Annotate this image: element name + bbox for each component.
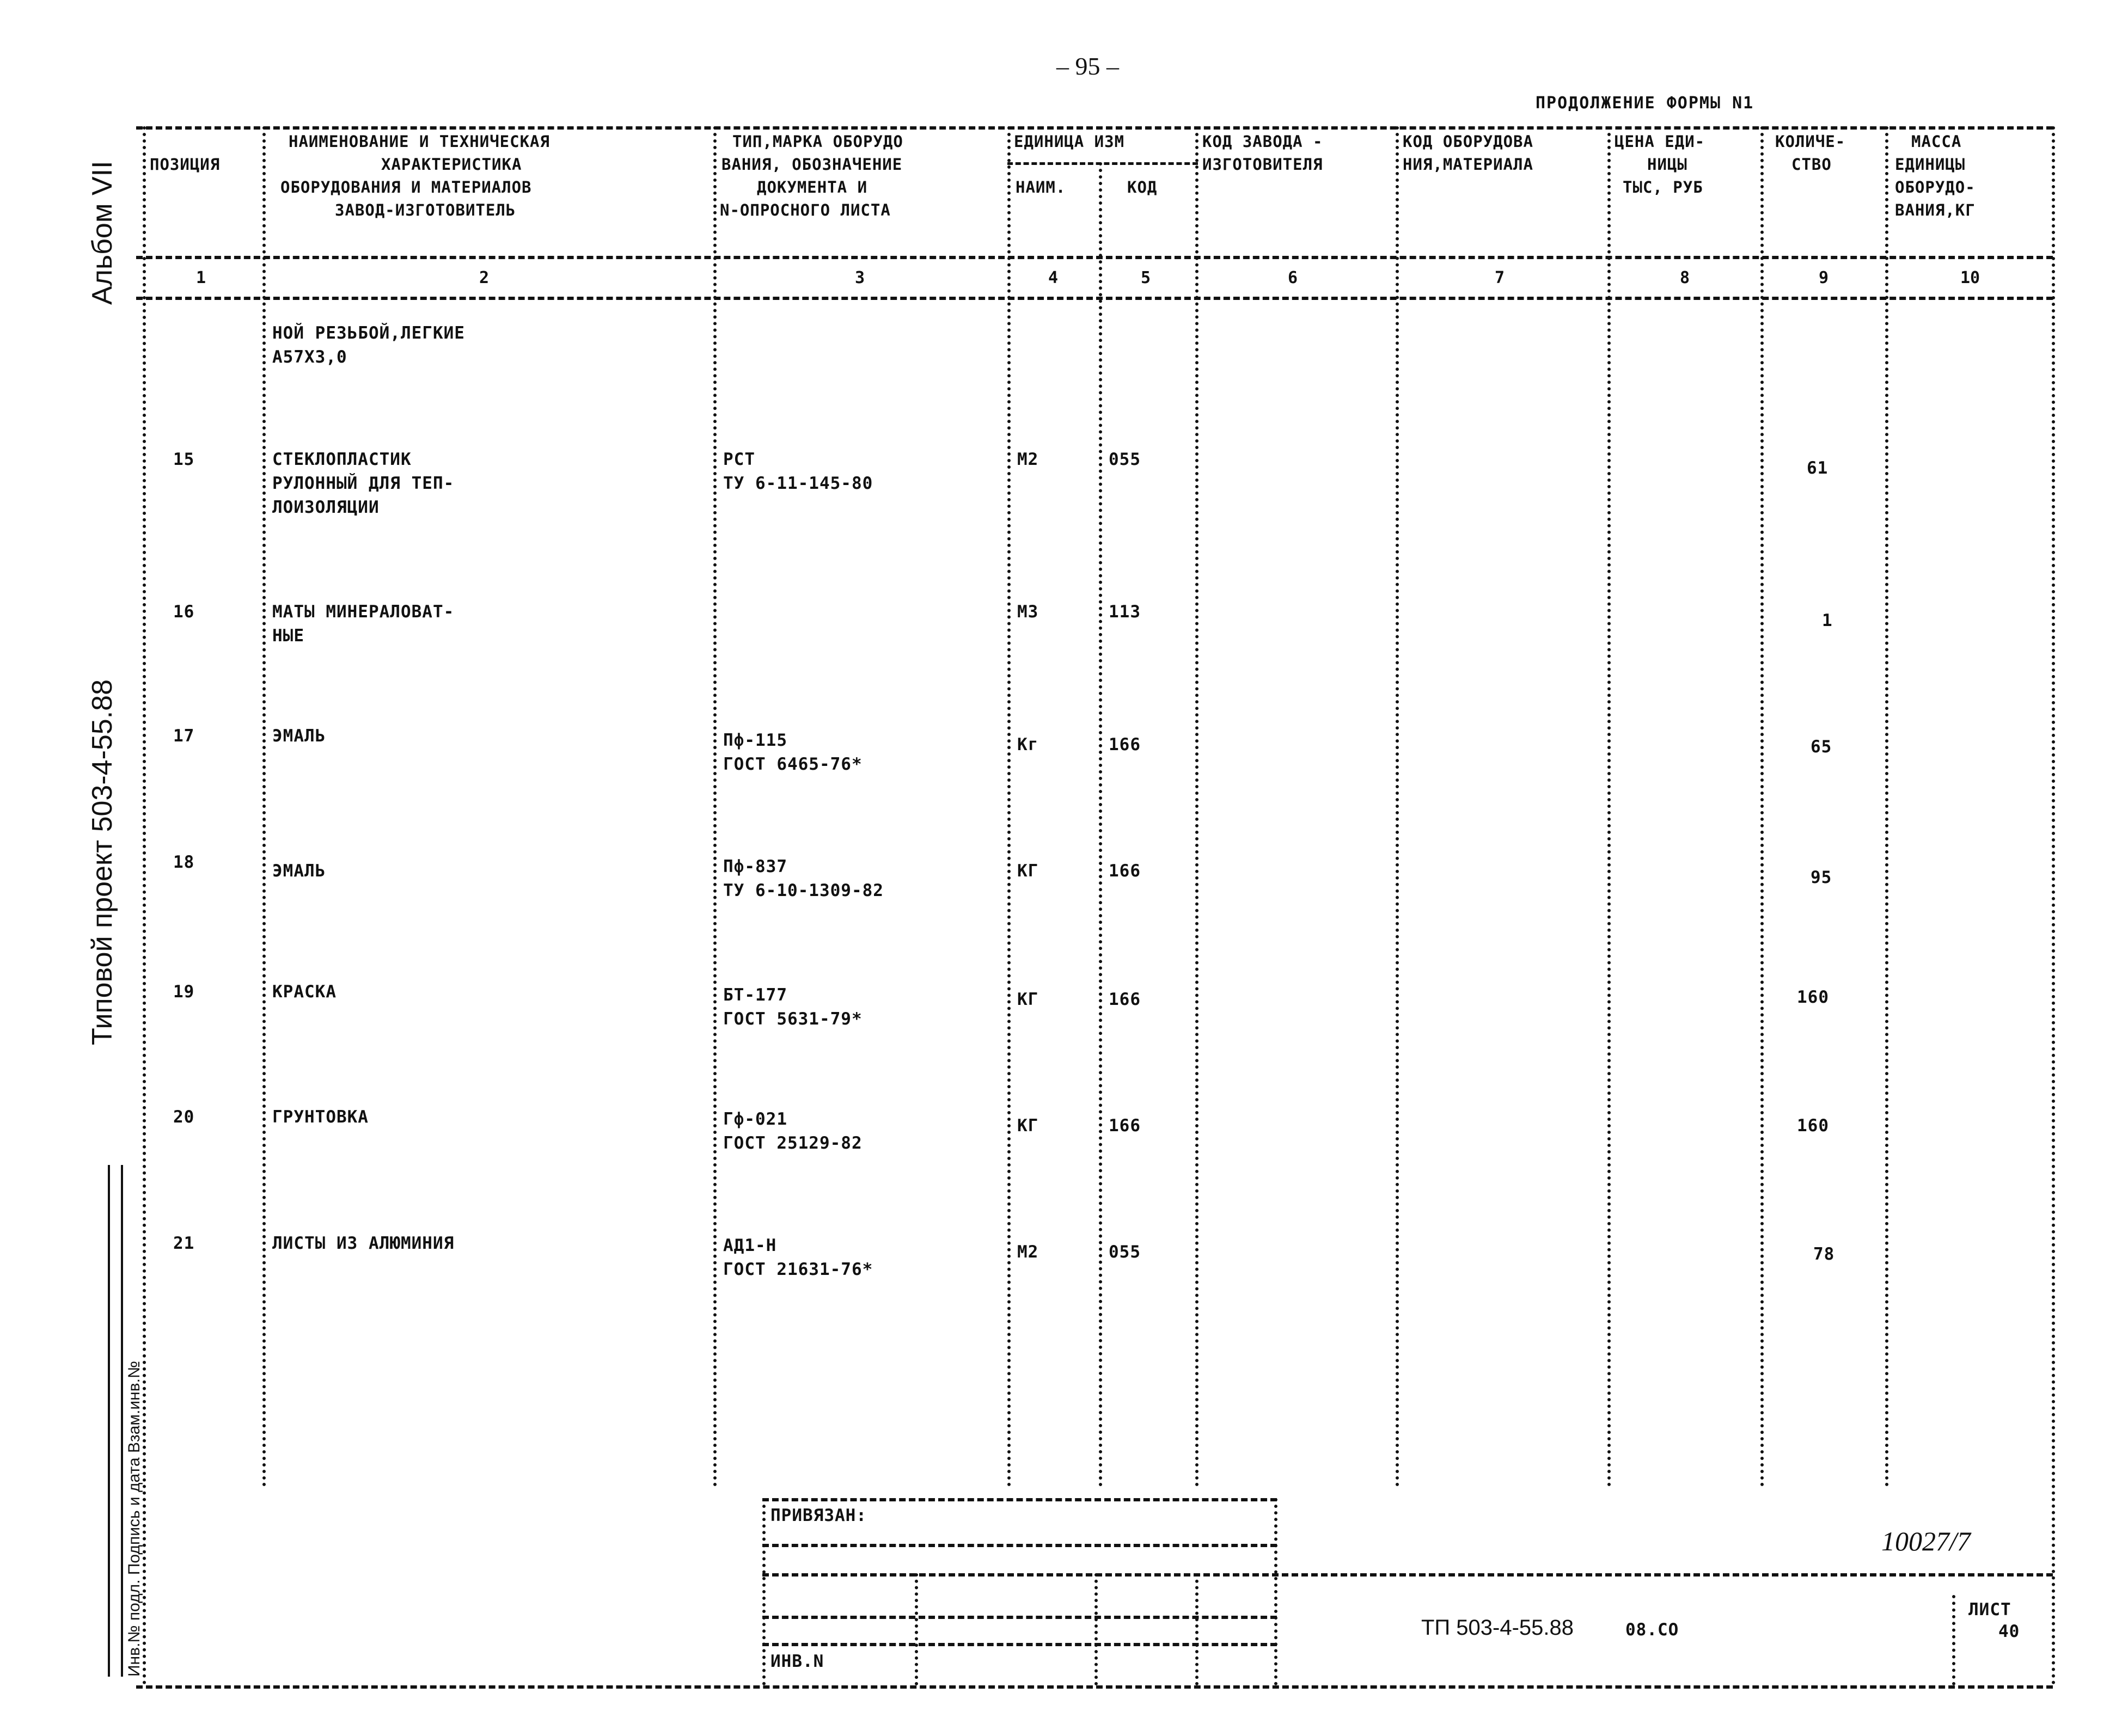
stamp-col-line	[1195, 1573, 1198, 1685]
col-number: 5	[1141, 268, 1151, 287]
row-unit: М3	[1017, 602, 1039, 622]
row-unit: М2	[1017, 1242, 1039, 1262]
header-position: ПОЗИЦИЯ	[150, 155, 221, 174]
col-number: 2	[479, 268, 490, 287]
row-qty: 65	[1811, 737, 1832, 757]
row-qty: 95	[1811, 868, 1832, 887]
handwritten-number: 10027/7	[1881, 1526, 1971, 1556]
row-type: АД1-Н	[723, 1236, 777, 1255]
row-code: 055	[1109, 450, 1141, 469]
row-name: НЫЕ	[272, 626, 304, 646]
row-position: 15	[173, 450, 195, 469]
col-number: 6	[1288, 268, 1298, 287]
col-number: 4	[1048, 268, 1059, 287]
header-unit-name: НАИМ.	[1016, 178, 1066, 197]
row-name: ЭМАЛЬ	[272, 861, 326, 881]
document-suffix: 08.СО	[1625, 1620, 1679, 1640]
col-line-2	[713, 126, 717, 1487]
table-bottom-border	[136, 1685, 2053, 1689]
unit-header-divider	[1007, 162, 1198, 165]
row-position: 21	[173, 1234, 195, 1253]
row-name: ЛОИЗОЛЯЦИИ	[272, 498, 380, 517]
col-number: 8	[1680, 268, 1690, 287]
table-top-border	[136, 126, 2053, 130]
row-qty: 160	[1797, 987, 1829, 1007]
col-line-4	[1099, 162, 1102, 1487]
row-type: Пф-837	[723, 857, 787, 876]
header-price-3: ТЫС, РУБ	[1623, 178, 1703, 197]
row-unit: КГ	[1017, 861, 1039, 881]
header-type-1: ТИП,МАРКА ОБОРУДО	[732, 132, 903, 151]
row-name: ЛИСТЫ ИЗ АЛЮМИНИЯ	[272, 1234, 455, 1253]
stamp-line	[762, 1544, 1277, 1547]
header-name-4: ЗАВОД-ИЗГОТОВИТЕЛЬ	[335, 201, 516, 219]
row-name: МАТЫ МИНЕРАЛОВАТ-	[272, 602, 455, 622]
row-type: БТ-177	[723, 985, 787, 1005]
col-line-5	[1195, 126, 1198, 1487]
row-type: ТУ 6-10-1309-82	[723, 881, 884, 900]
col-number: 7	[1495, 268, 1505, 287]
header-price-2: НИЦЫ	[1647, 155, 1687, 174]
row-type: ГОСТ 5631-79*	[723, 1009, 863, 1029]
sheet-col-line	[1952, 1595, 1955, 1685]
col-number: 9	[1819, 268, 1829, 287]
row-name: РУЛОННЫЙ ДЛЯ ТЕП-	[272, 474, 455, 493]
header-mass-4: ВАНИЯ,КГ	[1895, 201, 1976, 219]
colnum-bottom-border	[136, 297, 2053, 300]
sheet-label: ЛИСТ	[1968, 1600, 2011, 1620]
row-code: 166	[1109, 1116, 1141, 1136]
row-code: 055	[1109, 1242, 1141, 1262]
header-unit: ЕДИНИЦА ИЗМ	[1014, 132, 1125, 151]
header-name-1: НАИМЕНОВАНИЕ И ТЕХНИЧЕСКАЯ	[289, 132, 550, 151]
row-type: Пф-115	[723, 731, 787, 750]
header-qty-2: СТВО	[1791, 155, 1832, 174]
header-name-3: ОБОРУДОВАНИЯ И МАТЕРИАЛОВ	[280, 178, 532, 197]
col-line-6	[1396, 126, 1399, 1487]
col-number: 3	[855, 268, 865, 287]
row-qty: 1	[1822, 611, 1833, 630]
inv-label: ИНВ.N	[770, 1652, 824, 1671]
privyazan-label: ПРИВЯЗАН:	[770, 1506, 867, 1525]
stamp-line	[762, 1643, 1277, 1646]
header-type-2: ВАНИЯ, ОБОЗНАЧЕНИЕ	[721, 155, 903, 174]
header-type-4: N-ОПРОСНОГО ЛИСТА	[720, 201, 891, 219]
row-unit: Кг	[1017, 735, 1039, 754]
stamp-top-border	[762, 1498, 1277, 1501]
stamp-line	[762, 1616, 1277, 1619]
row-code: 113	[1109, 602, 1141, 622]
row-code: 166	[1109, 861, 1141, 881]
header-mass-3: ОБОРУДО-	[1895, 178, 1976, 197]
row-position: 16	[173, 602, 195, 622]
project-label: Типовой проект 503-4-55.88	[87, 679, 118, 1045]
header-price-1: ЦЕНА ЕДИ-	[1615, 132, 1705, 151]
row-position: 17	[173, 726, 195, 746]
row-name: КРАСКА	[272, 982, 337, 1002]
col-number: 1	[196, 268, 206, 287]
row-type: Гф-021	[723, 1109, 787, 1129]
continued-row: НОЙ РЕЗЬБОЙ,ЛЕГКИЕ	[272, 323, 465, 343]
page-number: – 95 –	[1056, 52, 1119, 80]
row-type: РСТ	[723, 450, 755, 469]
row-type: ГОСТ 21631-76*	[723, 1260, 873, 1279]
header-name-2: ХАРАКТЕРИСТИКА	[381, 155, 522, 174]
col-line-3	[1007, 126, 1011, 1487]
row-name: СТЕКЛОПЛАСТИК	[272, 450, 412, 469]
header-mass-2: ЕДИНИЦЫ	[1895, 155, 1966, 174]
header-equip-code-2: НИЯ,МАТЕРИАЛА	[1403, 155, 1533, 174]
row-qty: 78	[1813, 1244, 1835, 1264]
document-code: ТП 503-4-55.88	[1421, 1616, 1574, 1640]
row-code: 166	[1109, 990, 1141, 1009]
row-type: ГОСТ 25129-82	[723, 1133, 863, 1153]
row-name: ЭМАЛЬ	[272, 726, 326, 746]
row-unit: КГ	[1017, 1116, 1039, 1136]
stamp-col-line	[1094, 1573, 1098, 1685]
col-line-0	[143, 126, 146, 1685]
sheet-number: 40	[1998, 1622, 2020, 1641]
row-name: ГРУНТОВКА	[272, 1107, 369, 1127]
col-line-8	[1760, 126, 1764, 1487]
header-unit-code: КОД	[1127, 178, 1158, 197]
col-line-1	[262, 126, 266, 1487]
row-type: ТУ 6-11-145-80	[723, 474, 873, 493]
row-position: 19	[173, 982, 195, 1002]
header-type-3: ДОКУМЕНТА И	[757, 178, 868, 197]
header-qty-1: КОЛИЧЕ-	[1775, 132, 1846, 151]
header-factory-code-1: КОД ЗАВОДА -	[1202, 132, 1323, 151]
stamp-border-left	[108, 1165, 110, 1677]
col-line-7	[1607, 126, 1611, 1487]
row-type: ГОСТ 6465-76*	[723, 754, 863, 774]
row-qty: 61	[1807, 458, 1829, 478]
header-factory-code-2: ИЗГОТОВИТЕЛЯ	[1202, 155, 1323, 174]
stamp-col-line	[762, 1498, 766, 1685]
row-position: 18	[173, 852, 195, 872]
stamp-col-line	[915, 1573, 918, 1685]
row-unit: М2	[1017, 450, 1039, 469]
stamp-line-full	[762, 1573, 2053, 1576]
stamp-border-right	[121, 1165, 123, 1677]
row-position: 20	[173, 1107, 195, 1127]
continuation-title: ПРОДОЛЖЕНИЕ ФОРМЫ N1	[1536, 94, 1754, 113]
continued-row: А57Х3,0	[272, 347, 347, 367]
col-line-9	[1885, 126, 1888, 1487]
stamp-label: Инв.№ подл. Подпись и дата Взам.инв.№	[125, 1360, 143, 1677]
col-number: 10	[1960, 268, 1980, 287]
header-bottom-border	[136, 256, 2053, 259]
col-line-10	[2052, 126, 2055, 1685]
header-equip-code-1: КОД ОБОРУДОВА	[1403, 132, 1533, 151]
row-qty: 160	[1797, 1116, 1829, 1136]
stamp-col-line	[1274, 1498, 1277, 1685]
header-mass-1: МАССА	[1911, 132, 1962, 151]
row-unit: КГ	[1017, 990, 1039, 1009]
album-label: Альбом VII	[87, 161, 118, 305]
row-code: 166	[1109, 735, 1141, 754]
